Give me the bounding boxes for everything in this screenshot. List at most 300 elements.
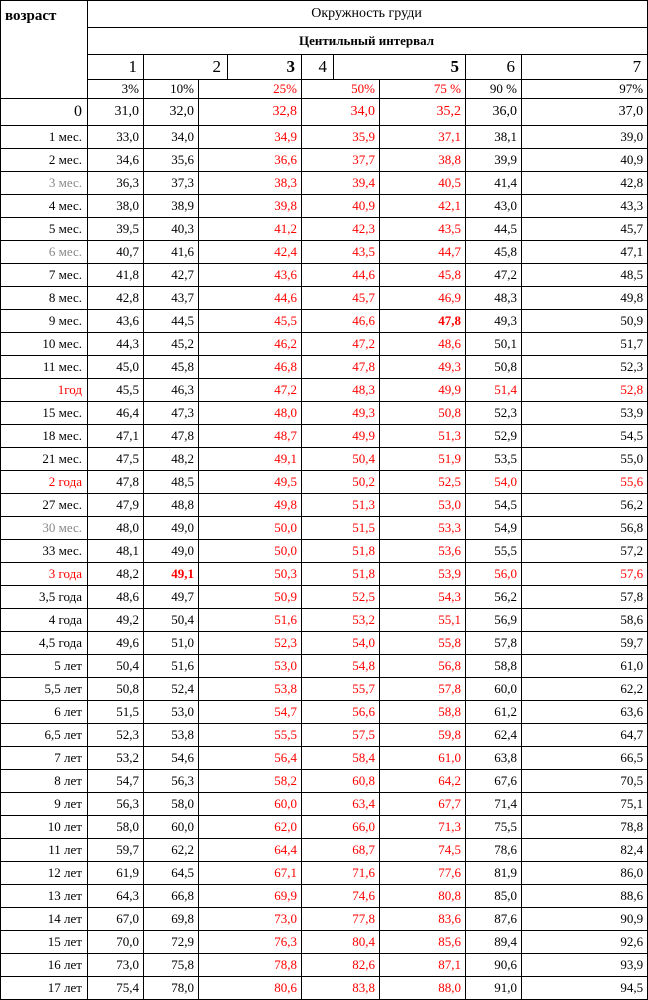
value-cell: 66,0 xyxy=(302,816,380,839)
value-cell: 48,3 xyxy=(302,379,380,402)
value-cell: 57,5 xyxy=(302,724,380,747)
value-cell: 45,2 xyxy=(144,333,199,356)
value-cell: 64,4 xyxy=(199,839,302,862)
value-cell: 92,6 xyxy=(522,931,648,954)
value-cell: 63,6 xyxy=(522,701,648,724)
table-row xyxy=(1,586,648,609)
value-cell: 54,0 xyxy=(302,632,380,655)
value-cell: 59,8 xyxy=(380,724,466,747)
age-cell: 6 лет xyxy=(1,701,88,724)
age-cell: 4,5 года xyxy=(1,632,88,655)
age-cell: 3,5 года xyxy=(1,586,88,609)
value-cell: 78,8 xyxy=(199,954,302,977)
value-cell: 47,3 xyxy=(144,402,199,425)
age-cell: 5 мес. xyxy=(1,218,88,241)
value-cell: 36,3 xyxy=(88,172,144,195)
table-row xyxy=(1,471,648,494)
table-row xyxy=(1,333,648,356)
value-cell: 72,9 xyxy=(144,931,199,954)
value-cell: 50,4 xyxy=(144,609,199,632)
value-cell: 54,7 xyxy=(88,770,144,793)
value-cell: 60,0 xyxy=(466,678,522,701)
age-cell: 11 мес. xyxy=(1,356,88,379)
value-cell: 58,8 xyxy=(380,701,466,724)
value-cell: 42,8 xyxy=(88,287,144,310)
value-cell: 51,8 xyxy=(302,540,380,563)
value-cell: 90,9 xyxy=(522,908,648,931)
value-cell: 70,0 xyxy=(88,931,144,954)
value-cell: 61,0 xyxy=(522,655,648,678)
value-cell: 83,6 xyxy=(380,908,466,931)
value-cell: 49,5 xyxy=(199,471,302,494)
value-cell: 52,3 xyxy=(88,724,144,747)
value-cell: 40,9 xyxy=(302,195,380,218)
age-cell: 5 лет xyxy=(1,655,88,678)
value-cell: 48,5 xyxy=(144,471,199,494)
value-cell: 56,2 xyxy=(466,586,522,609)
age-cell: 2 года xyxy=(1,471,88,494)
value-cell: 52,3 xyxy=(522,356,648,379)
value-cell: 49,1 xyxy=(144,563,199,586)
value-cell: 49,0 xyxy=(144,540,199,563)
age-cell: 4 мес. xyxy=(1,195,88,218)
value-cell: 53,6 xyxy=(380,540,466,563)
age-cell: 9 мес. xyxy=(1,310,88,333)
value-cell: 69,8 xyxy=(144,908,199,931)
value-cell: 49,6 xyxy=(88,632,144,655)
value-cell: 54,8 xyxy=(302,655,380,678)
interval-number-row xyxy=(1,55,648,80)
value-cell: 45,8 xyxy=(380,264,466,287)
value-cell: 71,6 xyxy=(302,862,380,885)
value-cell: 41,8 xyxy=(88,264,144,287)
value-cell: 45,8 xyxy=(466,241,522,264)
table-row xyxy=(1,954,648,977)
interval-label: Центильный интервал xyxy=(88,28,648,55)
percentile-row xyxy=(1,80,648,99)
value-cell: 55,5 xyxy=(199,724,302,747)
value-cell: 32,8 xyxy=(199,99,302,126)
interval-number: 2 xyxy=(144,55,228,80)
value-cell: 51,6 xyxy=(144,655,199,678)
value-cell: 43,6 xyxy=(199,264,302,287)
value-cell: 51,4 xyxy=(466,379,522,402)
value-cell: 46,2 xyxy=(199,333,302,356)
age-cell: 18 мес. xyxy=(1,425,88,448)
value-cell: 59,7 xyxy=(88,839,144,862)
table-row xyxy=(1,540,648,563)
title-row xyxy=(1,1,648,28)
table-row xyxy=(1,126,648,149)
value-cell: 71,3 xyxy=(380,816,466,839)
value-cell: 54,7 xyxy=(199,701,302,724)
value-cell: 60,0 xyxy=(199,793,302,816)
value-cell: 49,3 xyxy=(380,356,466,379)
value-cell: 75,8 xyxy=(144,954,199,977)
value-cell: 62,2 xyxy=(144,839,199,862)
age-cell: 0 xyxy=(1,99,88,126)
value-cell: 53,8 xyxy=(199,678,302,701)
table-row xyxy=(1,770,648,793)
value-cell: 52,3 xyxy=(466,402,522,425)
value-cell: 47,2 xyxy=(302,333,380,356)
value-cell: 37,3 xyxy=(144,172,199,195)
value-cell: 61,0 xyxy=(380,747,466,770)
value-cell: 71,4 xyxy=(466,793,522,816)
value-cell: 62,4 xyxy=(466,724,522,747)
value-cell: 39,5 xyxy=(88,218,144,241)
age-cell: 1 мес. xyxy=(1,126,88,149)
table-row xyxy=(1,563,648,586)
value-cell: 55,8 xyxy=(380,632,466,655)
value-cell: 39,4 xyxy=(302,172,380,195)
table-row xyxy=(1,264,648,287)
value-cell: 59,7 xyxy=(522,632,648,655)
value-cell: 56,4 xyxy=(199,747,302,770)
value-cell: 86,0 xyxy=(522,862,648,885)
value-cell: 47,5 xyxy=(88,448,144,471)
table-row xyxy=(1,218,648,241)
value-cell: 77,8 xyxy=(302,908,380,931)
value-cell: 39,9 xyxy=(466,149,522,172)
table-row xyxy=(1,99,648,126)
percentile-header: 97% xyxy=(522,80,648,99)
value-cell: 78,6 xyxy=(466,839,522,862)
value-cell: 55,6 xyxy=(522,471,648,494)
value-cell: 34,6 xyxy=(88,149,144,172)
age-cell: 13 лет xyxy=(1,885,88,908)
table-row xyxy=(1,977,648,1000)
age-cell: 7 мес. xyxy=(1,264,88,287)
value-cell: 35,9 xyxy=(302,126,380,149)
value-cell: 48,3 xyxy=(466,287,522,310)
value-cell: 34,9 xyxy=(199,126,302,149)
value-cell: 51,5 xyxy=(302,517,380,540)
table-row xyxy=(1,310,648,333)
value-cell: 49,8 xyxy=(199,494,302,517)
value-cell: 35,6 xyxy=(144,149,199,172)
value-cell: 44,6 xyxy=(302,264,380,287)
value-cell: 49,0 xyxy=(144,517,199,540)
value-cell: 53,0 xyxy=(144,701,199,724)
age-cell: 14 лет xyxy=(1,908,88,931)
age-cell: 5,5 лет xyxy=(1,678,88,701)
value-cell: 47,1 xyxy=(88,425,144,448)
value-cell: 58,6 xyxy=(522,609,648,632)
value-cell: 41,6 xyxy=(144,241,199,264)
age-cell: 3 года xyxy=(1,563,88,586)
interval-number: 5 xyxy=(334,55,466,80)
value-cell: 50,1 xyxy=(466,333,522,356)
value-cell: 57,8 xyxy=(522,586,648,609)
value-cell: 57,6 xyxy=(522,563,648,586)
age-cell: 7 лет xyxy=(1,747,88,770)
value-cell: 52,3 xyxy=(199,632,302,655)
value-cell: 34,0 xyxy=(302,99,380,126)
value-cell: 49,7 xyxy=(144,586,199,609)
age-cell: 15 мес. xyxy=(1,402,88,425)
value-cell: 56,8 xyxy=(380,655,466,678)
value-cell: 93,9 xyxy=(522,954,648,977)
value-cell: 52,4 xyxy=(144,678,199,701)
value-cell: 52,5 xyxy=(302,586,380,609)
value-cell: 56,0 xyxy=(466,563,522,586)
value-cell: 80,8 xyxy=(380,885,466,908)
value-cell: 50,3 xyxy=(199,563,302,586)
value-cell: 43,5 xyxy=(302,241,380,264)
value-cell: 43,3 xyxy=(522,195,648,218)
table-row xyxy=(1,195,648,218)
value-cell: 50,2 xyxy=(302,471,380,494)
value-cell: 55,5 xyxy=(466,540,522,563)
value-cell: 44,7 xyxy=(380,241,466,264)
value-cell: 47,8 xyxy=(88,471,144,494)
value-cell: 56,6 xyxy=(302,701,380,724)
value-cell: 82,6 xyxy=(302,954,380,977)
table-row xyxy=(1,149,648,172)
value-cell: 51,7 xyxy=(522,333,648,356)
value-cell: 38,3 xyxy=(199,172,302,195)
percentile-header: 75 % xyxy=(380,80,466,99)
age-cell: 17 лет xyxy=(1,977,88,1000)
value-cell: 38,8 xyxy=(380,149,466,172)
value-cell: 38,1 xyxy=(466,126,522,149)
value-cell: 52,9 xyxy=(466,425,522,448)
value-cell: 60,0 xyxy=(144,816,199,839)
value-cell: 46,4 xyxy=(88,402,144,425)
age-cell: 15 лет xyxy=(1,931,88,954)
interval-number: 4 xyxy=(302,55,334,80)
value-cell: 56,2 xyxy=(522,494,648,517)
value-cell: 50,8 xyxy=(88,678,144,701)
value-cell: 46,6 xyxy=(302,310,380,333)
value-cell: 83,8 xyxy=(302,977,380,1000)
value-cell: 64,2 xyxy=(380,770,466,793)
value-cell: 40,3 xyxy=(144,218,199,241)
value-cell: 89,4 xyxy=(466,931,522,954)
table-row xyxy=(1,494,648,517)
value-cell: 64,5 xyxy=(144,862,199,885)
value-cell: 38,0 xyxy=(88,195,144,218)
value-cell: 46,9 xyxy=(380,287,466,310)
table-row xyxy=(1,862,648,885)
age-cell: 12 лет xyxy=(1,862,88,885)
value-cell: 45,8 xyxy=(144,356,199,379)
value-cell: 73,0 xyxy=(88,954,144,977)
value-cell: 49,1 xyxy=(199,448,302,471)
value-cell: 50,8 xyxy=(380,402,466,425)
age-cell: 9 лет xyxy=(1,793,88,816)
value-cell: 57,8 xyxy=(466,632,522,655)
value-cell: 45,7 xyxy=(522,218,648,241)
table-row xyxy=(1,172,648,195)
value-cell: 35,2 xyxy=(380,99,466,126)
interval-label-row xyxy=(1,28,648,55)
age-cell: 10 лет xyxy=(1,816,88,839)
percentile-header: 3% xyxy=(88,80,144,99)
age-cell: 11 лет xyxy=(1,839,88,862)
age-cell: 27 мес. xyxy=(1,494,88,517)
value-cell: 42,4 xyxy=(199,241,302,264)
age-cell: 6 мес. xyxy=(1,241,88,264)
value-cell: 57,2 xyxy=(522,540,648,563)
value-cell: 52,5 xyxy=(380,471,466,494)
age-cell: 4 года xyxy=(1,609,88,632)
value-cell: 53,0 xyxy=(380,494,466,517)
value-cell: 37,7 xyxy=(302,149,380,172)
percentile-header: 10% xyxy=(144,80,199,99)
value-cell: 70,5 xyxy=(522,770,648,793)
table-row xyxy=(1,379,648,402)
value-cell: 53,8 xyxy=(144,724,199,747)
value-cell: 48,1 xyxy=(88,540,144,563)
value-cell: 47,2 xyxy=(466,264,522,287)
value-cell: 48,5 xyxy=(522,264,648,287)
value-cell: 48,7 xyxy=(199,425,302,448)
value-cell: 68,7 xyxy=(302,839,380,862)
age-cell: 6,5 лет xyxy=(1,724,88,747)
value-cell: 63,8 xyxy=(466,747,522,770)
value-cell: 53,0 xyxy=(199,655,302,678)
value-cell: 85,6 xyxy=(380,931,466,954)
age-cell: 2 мес. xyxy=(1,149,88,172)
value-cell: 66,5 xyxy=(522,747,648,770)
value-cell: 54,6 xyxy=(144,747,199,770)
percentile-header: 50% xyxy=(302,80,380,99)
interval-number: 6 xyxy=(466,55,522,80)
value-cell: 53,3 xyxy=(380,517,466,540)
value-cell: 90,6 xyxy=(466,954,522,977)
age-cell: 33 мес. xyxy=(1,540,88,563)
value-cell: 63,4 xyxy=(302,793,380,816)
value-cell: 31,0 xyxy=(88,99,144,126)
value-cell: 54,0 xyxy=(466,471,522,494)
value-cell: 51,6 xyxy=(199,609,302,632)
value-cell: 51,3 xyxy=(380,425,466,448)
value-cell: 47,1 xyxy=(522,241,648,264)
value-cell: 48,2 xyxy=(144,448,199,471)
age-cell: 30 мес. xyxy=(1,517,88,540)
value-cell: 32,0 xyxy=(144,99,199,126)
value-cell: 51,0 xyxy=(144,632,199,655)
value-cell: 40,7 xyxy=(88,241,144,264)
value-cell: 44,5 xyxy=(466,218,522,241)
value-cell: 43,6 xyxy=(88,310,144,333)
value-cell: 44,6 xyxy=(199,287,302,310)
value-cell: 61,9 xyxy=(88,862,144,885)
age-cell: 21 мес. xyxy=(1,448,88,471)
value-cell: 41,4 xyxy=(466,172,522,195)
value-cell: 61,2 xyxy=(466,701,522,724)
value-cell: 67,1 xyxy=(199,862,302,885)
value-cell: 54,5 xyxy=(522,425,648,448)
value-cell: 44,3 xyxy=(88,333,144,356)
table-row xyxy=(1,701,648,724)
interval-number: 1 xyxy=(88,55,144,80)
age-cell: 3 мес. xyxy=(1,172,88,195)
value-cell: 47,9 xyxy=(88,494,144,517)
table-row xyxy=(1,287,648,310)
value-cell: 94,5 xyxy=(522,977,648,1000)
value-cell: 56,8 xyxy=(522,517,648,540)
value-cell: 85,0 xyxy=(466,885,522,908)
table-row xyxy=(1,793,648,816)
value-cell: 48,2 xyxy=(88,563,144,586)
table-row xyxy=(1,609,648,632)
value-cell: 47,8 xyxy=(302,356,380,379)
value-cell: 58,8 xyxy=(466,655,522,678)
value-cell: 50,0 xyxy=(199,540,302,563)
value-cell: 43,5 xyxy=(380,218,466,241)
value-cell: 53,5 xyxy=(466,448,522,471)
value-cell: 44,5 xyxy=(144,310,199,333)
value-cell: 40,5 xyxy=(380,172,466,195)
table-row xyxy=(1,402,648,425)
value-cell: 82,4 xyxy=(522,839,648,862)
value-cell: 50,8 xyxy=(466,356,522,379)
value-cell: 67,0 xyxy=(88,908,144,931)
value-cell: 87,6 xyxy=(466,908,522,931)
value-cell: 46,3 xyxy=(144,379,199,402)
value-cell: 56,3 xyxy=(88,793,144,816)
value-cell: 81,9 xyxy=(466,862,522,885)
value-cell: 48,6 xyxy=(380,333,466,356)
value-cell: 56,3 xyxy=(144,770,199,793)
value-cell: 43,0 xyxy=(466,195,522,218)
table-row xyxy=(1,655,648,678)
value-cell: 91,0 xyxy=(466,977,522,1000)
value-cell: 39,8 xyxy=(199,195,302,218)
value-cell: 39,0 xyxy=(522,126,648,149)
value-cell: 43,7 xyxy=(144,287,199,310)
value-cell: 37,1 xyxy=(380,126,466,149)
value-cell: 87,1 xyxy=(380,954,466,977)
value-cell: 57,8 xyxy=(380,678,466,701)
value-cell: 50,4 xyxy=(88,655,144,678)
value-cell: 76,3 xyxy=(199,931,302,954)
value-cell: 67,7 xyxy=(380,793,466,816)
value-cell: 54,9 xyxy=(466,517,522,540)
interval-number: 3 xyxy=(228,55,302,80)
value-cell: 42,8 xyxy=(522,172,648,195)
table-row xyxy=(1,517,648,540)
value-cell: 48,0 xyxy=(199,402,302,425)
value-cell: 58,4 xyxy=(302,747,380,770)
value-cell: 69,9 xyxy=(199,885,302,908)
value-cell: 49,2 xyxy=(88,609,144,632)
table-row xyxy=(1,931,648,954)
age-cell: 1год xyxy=(1,379,88,402)
value-cell: 78,0 xyxy=(144,977,199,1000)
value-cell: 49,8 xyxy=(522,287,648,310)
value-cell: 74,6 xyxy=(302,885,380,908)
table-row xyxy=(1,816,648,839)
value-cell: 47,8 xyxy=(380,310,466,333)
table-row xyxy=(1,632,648,655)
value-cell: 62,2 xyxy=(522,678,648,701)
value-cell: 88,0 xyxy=(380,977,466,1000)
value-cell: 55,0 xyxy=(522,448,648,471)
value-cell: 51,3 xyxy=(302,494,380,517)
value-cell: 45,5 xyxy=(88,379,144,402)
value-cell: 78,8 xyxy=(522,816,648,839)
value-cell: 75,1 xyxy=(522,793,648,816)
value-cell: 50,4 xyxy=(302,448,380,471)
percentile-header: 25% xyxy=(199,80,302,99)
value-cell: 48,8 xyxy=(144,494,199,517)
value-cell: 53,2 xyxy=(88,747,144,770)
age-cell: 8 лет xyxy=(1,770,88,793)
